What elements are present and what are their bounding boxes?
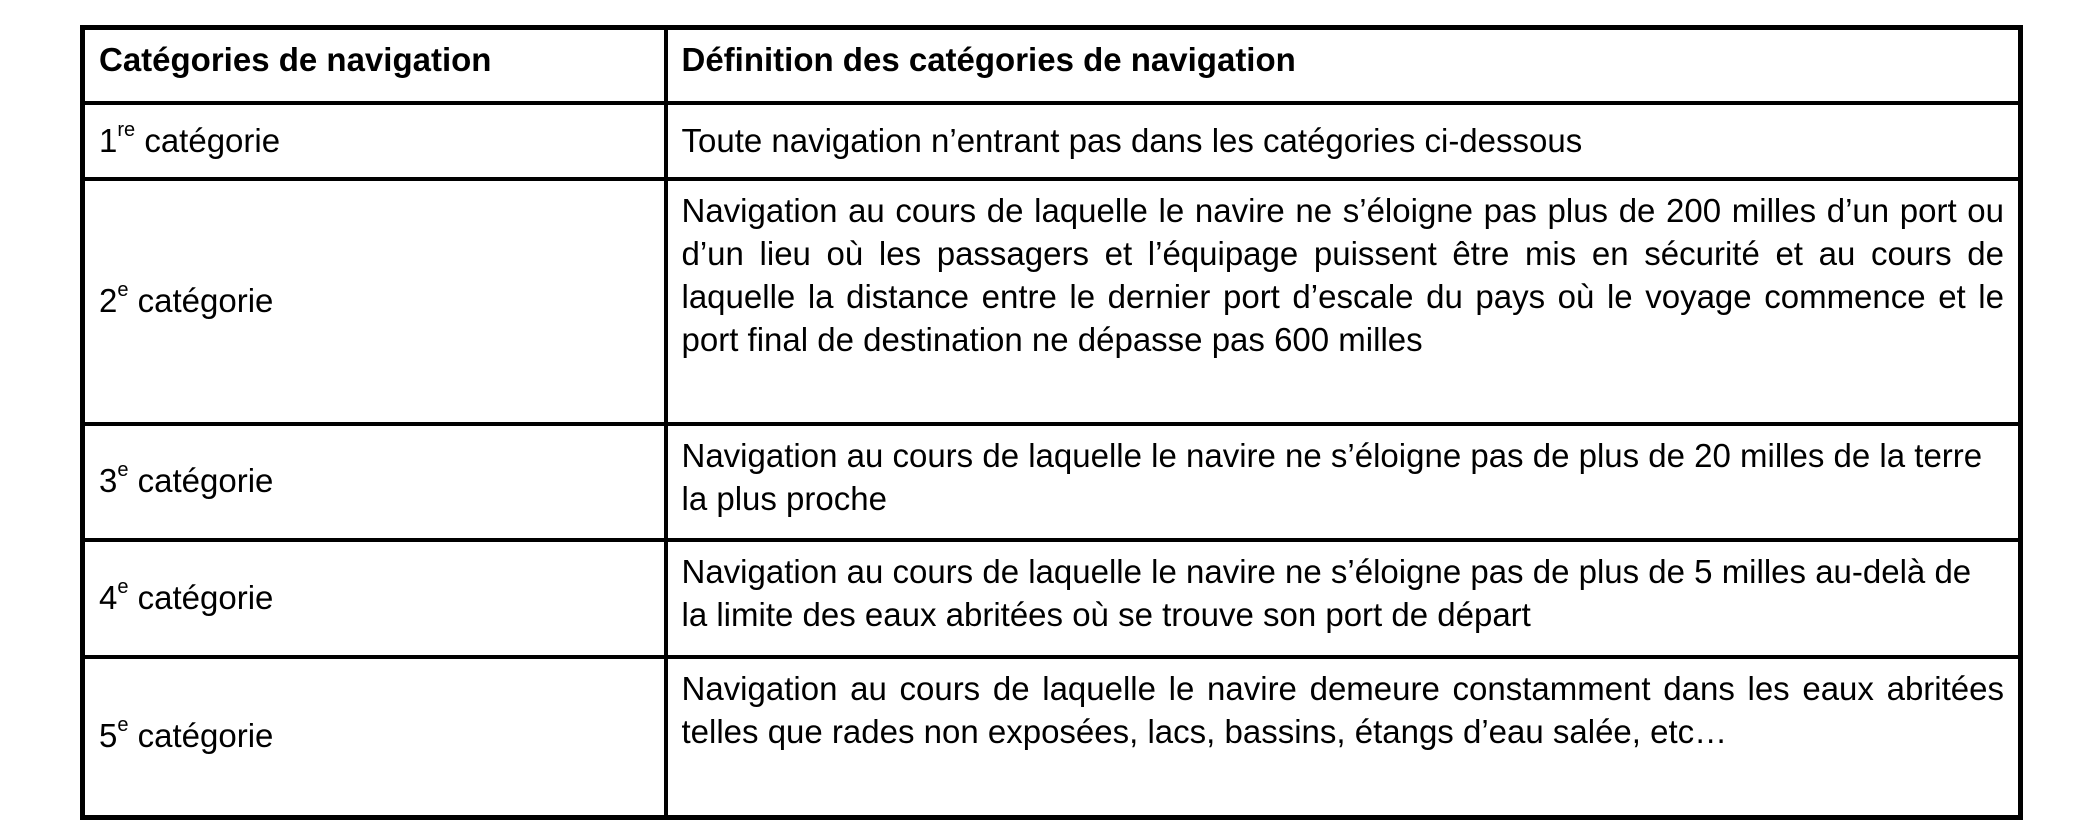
category-label: catégorie — [135, 121, 281, 159]
category-cell — [83, 103, 666, 179]
category-label: catégorie — [128, 717, 274, 755]
category-cell — [83, 424, 666, 540]
table-row — [83, 424, 2021, 540]
header-definition: Définition des catégories de navigation — [666, 28, 2021, 103]
definition-cell: Navigation au cours de laquelle le navire ne s’éloigne pas de plus de 20 milles de la terre la plus proche — [666, 424, 2021, 540]
definition-cell: Navigation au cours de laquelle le navire demeure constamment dans les eaux abritées telles que rades non exposées, lacs, bassins, étangs d’eau salée, etc… — [666, 657, 2021, 818]
category-suffix: e — [117, 278, 129, 301]
category-label: catégorie — [128, 281, 274, 319]
category-number: 1 — [99, 121, 118, 159]
definition-cell: Navigation au cours de laquelle le navire ne s’éloigne pas de plus de 5 milles au-delà de la limite des eaux abritées où se trouve son port de départ — [666, 540, 2021, 657]
category-number: 5 — [99, 717, 118, 755]
category-suffix: e — [117, 575, 129, 598]
category-suffix: e — [117, 714, 129, 737]
table-row — [83, 657, 2021, 818]
category-suffix: e — [117, 459, 129, 481]
header-category: Catégories de navigation — [83, 28, 666, 103]
definition-cell: Toute navigation n’entrant pas dans les catégories ci-dessous — [666, 103, 2021, 179]
category-number: 4 — [99, 578, 118, 616]
definition-cell: Navigation au cours de laquelle le navire ne s’éloigne pas plus de 200 milles d’un port ou d’un lieu où les passagers et l’équipage puissent être mis en sécurité et au cours de laquelle la distance entre le dernier port d’escale du pays où le voyage commence et le port final de destination ne dépasse pas 600 milles — [666, 179, 2021, 424]
navigation-categories-table — [80, 25, 2023, 820]
category-suffix: re — [117, 118, 136, 141]
category-cell — [83, 179, 666, 424]
category-cell — [83, 657, 666, 818]
table-row — [83, 179, 2021, 424]
table-row — [83, 103, 2021, 179]
table-header-row — [83, 28, 2021, 103]
category-number: 3 — [99, 462, 118, 499]
category-label: catégorie — [128, 578, 274, 616]
category-cell — [83, 540, 666, 657]
category-number: 2 — [99, 281, 118, 319]
category-label: catégorie — [128, 462, 274, 499]
table-row — [83, 540, 2021, 657]
